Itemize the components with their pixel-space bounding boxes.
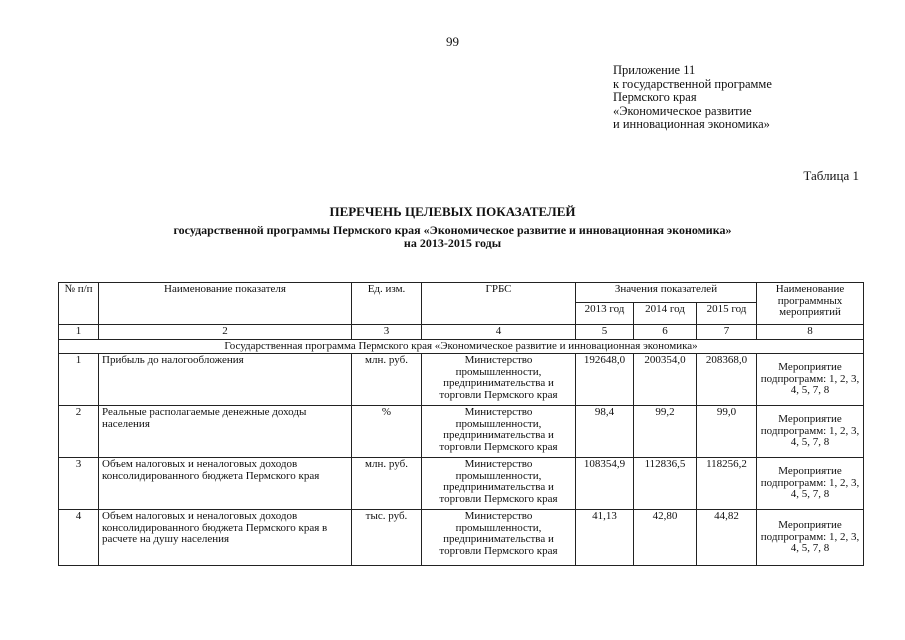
document-title: ПЕРЕЧЕНЬ ЦЕЛЕВЫХ ПОКАЗАТЕЛЕЙ — [329, 204, 576, 219]
header-measures: Наименование программных мероприятий — [757, 283, 864, 325]
row-name: Объем налоговых и неналоговых доходов консолидированного бюджета Пермского края — [99, 458, 352, 510]
row-grbs: Министерство промышленности, предпринимательства и торговли Пермского края — [422, 354, 576, 406]
row-value-2013: 98,4 — [576, 406, 634, 458]
appendix-line: Приложение 11 — [613, 63, 696, 77]
appendix-line: Пермского края — [613, 90, 697, 104]
row-measures: Мероприятие подпрограмм: 1, 2, 3, 4, 5, 7, 8 — [757, 458, 864, 510]
appendix-line: «Экономическое развитие — [613, 103, 752, 118]
table-row — [59, 458, 864, 510]
row-unit: тыс. руб. — [352, 510, 422, 566]
page-number: 99 — [446, 34, 459, 49]
header-grbs: ГРБС — [422, 283, 576, 325]
col-number: 3 — [352, 325, 422, 340]
subtitle-line-1: государственной программы Пермского края «Экономическое развитие и инновационная экономика» — [173, 223, 732, 237]
row-value-2015: 99,0 — [697, 406, 757, 458]
table-row — [59, 354, 864, 406]
row-grbs: Министерство промышленности, предпринимательства и торговли Пермского края — [422, 406, 576, 458]
row-value-2013: 41,13 — [576, 510, 634, 566]
header-unit: Ед. изм. — [352, 283, 422, 325]
header-2015: 2015 год — [697, 303, 757, 325]
row-name: Объем налоговых и неналоговых доходов консолидированного бюджета Пермского края в расчете на душу населения — [99, 510, 352, 566]
row-value-2015: 208368,0 — [697, 354, 757, 406]
row-value-2014: 42,80 — [634, 510, 697, 566]
col-number: 1 — [59, 325, 99, 340]
appendix-line: к государственной программе — [613, 76, 772, 91]
subtitle-line-2: на 2013-2015 годы — [403, 236, 502, 250]
row-grbs: Министерство промышленности, предпринимательства и торговли Пермского края — [422, 510, 576, 566]
row-value-2014: 112836,5 — [634, 458, 697, 510]
row-name: Реальные располагаемые денежные доходы населения — [99, 406, 352, 458]
section-row — [59, 339, 864, 354]
row-num: 2 — [59, 406, 99, 458]
row-name: Прибыль до налогообложения — [99, 354, 352, 406]
col-number: 5 — [576, 325, 634, 340]
row-unit: % — [352, 406, 422, 458]
col-number: 4 — [422, 325, 576, 340]
row-measures: Мероприятие подпрограмм: 1, 2, 3, 4, 5, 7, 8 — [757, 406, 864, 458]
row-value-2015: 44,82 — [697, 510, 757, 566]
table-label: Таблица 1 — [803, 168, 859, 183]
row-value-2014: 99,2 — [634, 406, 697, 458]
row-value-2013: 108354,9 — [576, 458, 634, 510]
row-measures: Мероприятие подпрограмм: 1, 2, 3, 4, 5, 7, 8 — [757, 510, 864, 566]
header-2014: 2014 год — [634, 303, 697, 325]
row-value-2014: 200354,0 — [634, 354, 697, 406]
column-number-row — [59, 325, 864, 340]
header-name: Наименование показателя — [99, 283, 352, 325]
table-row — [59, 406, 864, 458]
row-measures: Мероприятие подпрограмм: 1, 2, 3, 4, 5, 7, 8 — [757, 354, 864, 406]
col-number: 6 — [634, 325, 697, 340]
table-row — [59, 510, 864, 566]
header-num: № п/п — [59, 283, 99, 325]
header-2013: 2013 год — [576, 303, 634, 325]
indicators-table — [58, 282, 864, 566]
row-unit: млн. руб. — [352, 458, 422, 510]
appendix-line: и инновационная экономика» — [613, 117, 770, 131]
row-grbs: Министерство промышленности, предпринимательства и торговли Пермского края — [422, 458, 576, 510]
col-number: 8 — [757, 325, 864, 340]
row-num: 3 — [59, 458, 99, 510]
row-unit: млн. руб. — [352, 354, 422, 406]
header-values-group: Значения показателей — [576, 283, 757, 303]
row-value-2013: 192648,0 — [576, 354, 634, 406]
appendix-note — [613, 64, 772, 132]
section-title: Государственная программа Пермского края «Экономическое развитие и инновационная экономика» — [59, 339, 864, 354]
row-num: 1 — [59, 354, 99, 406]
col-number: 7 — [697, 325, 757, 340]
row-value-2015: 118256,2 — [697, 458, 757, 510]
header-row — [59, 283, 864, 303]
row-num: 4 — [59, 510, 99, 566]
col-number: 2 — [99, 325, 352, 340]
document-subtitle — [0, 224, 905, 250]
